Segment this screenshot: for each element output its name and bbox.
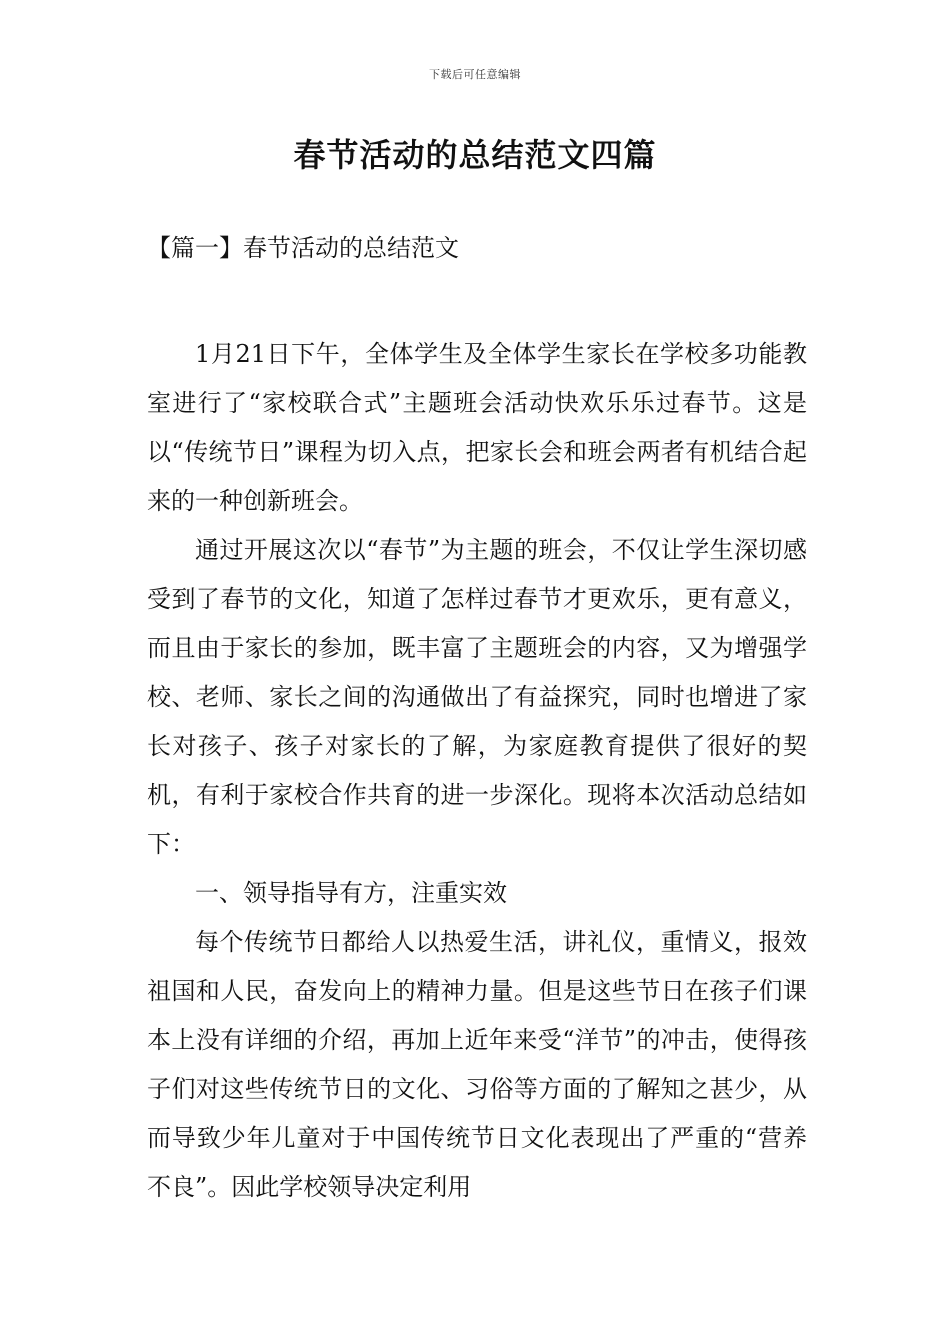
- paragraph-3: 每个传统节日都给人以热爱生活，讲礼仪，重情义，报效祖国和人民，奋发向上的精神力量。但是这些节日在孩子们课本上没有详细的介绍，再加上近年来受“洋节”的冲击，使得孩子们对这些传统节日的文化、习俗等方面的了解知之甚少，从而导致少年儿童对于中国传统节日文化表现出了严重的“营养不良”。因此学校领导决定利用: [147, 928, 807, 1201]
- paragraph-2: 通过开展这次以“春节”为主题的班会，不仅让学生深切感受到了春节的文化，知道了怎样过春节才更欢乐，更有意义，而且由于家长的参加，既丰富了主题班会的内容，又为增强学校、老师、家长之间的沟通做出了有益探究，同时也增进了家长对孩子、孩子对家长的了解，为家庭教育提供了很好的契机，有利于家校合作共育的进一步深化。现将本次活动总结如下：: [147, 536, 807, 858]
- paragraph-1: 1月21日下午，全体学生及全体学生家长在学校多功能教室进行了“家校联合式”主题班会活动快欢乐乐过春节。这是以“传统节日”课程为切入点，把家长会和班会两者有机结合起来的一种创新班会。: [147, 340, 807, 515]
- header-note: 下载后可任意编辑: [429, 68, 521, 81]
- subheading-1: 一、领导指导有方，注重实效: [195, 879, 507, 907]
- document-title: 春节活动的总结范文四篇: [293, 136, 657, 174]
- document-body: [147, 330, 807, 1212]
- section-heading: 【篇一】春节活动的总结范文: [147, 234, 459, 262]
